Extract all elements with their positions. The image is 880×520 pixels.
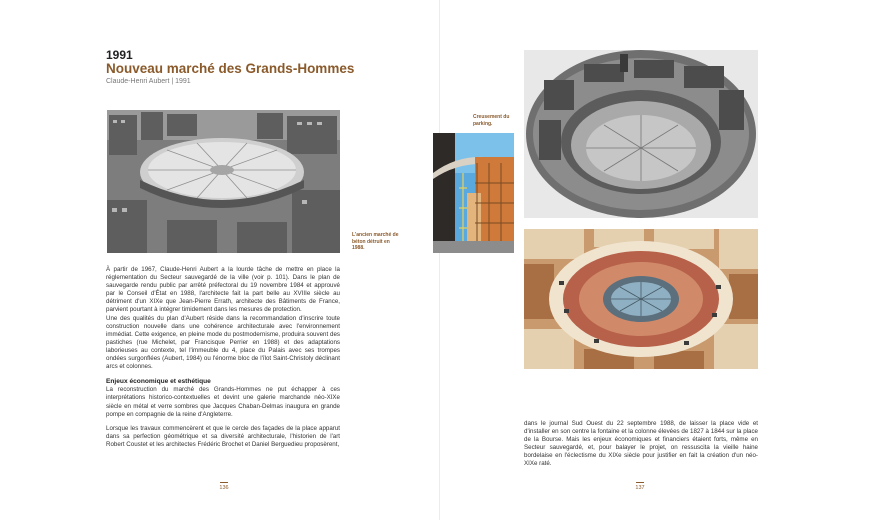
page-title: Nouveau marché des Grands-Hommes xyxy=(106,61,355,76)
parking-caption: Creusement du parking. xyxy=(473,114,510,127)
left-body-text xyxy=(106,266,340,449)
folio-left: 136 xyxy=(214,482,234,491)
old-market-caption: L'ancien marché de béton détruit en 1988. xyxy=(352,232,399,251)
old-market-photo xyxy=(107,110,340,253)
subheading: Enjeux économique et esthétique xyxy=(106,378,211,386)
new-market-aerial-photo xyxy=(524,229,758,369)
right-page xyxy=(440,0,880,520)
year-heading: 1991 xyxy=(106,48,133,62)
excavation-photo xyxy=(524,50,758,218)
paragraph: La reconstruction du marché des Grands-Hommes ne put échapper à ces interprétations historico-contextuelles et devint une galerie marchande néo-XIXe siècle en métal et verre sombres que Jacques Chaban-Delmas inaugura en grande pompe en compagnie de la reine d'Angleterre. xyxy=(106,386,340,418)
paragraph: À partir de 1967, Claude-Henri Aubert a la lourde tâche de mettre en place la réglementation du Secteur sauvegardé de la ville (voir p. 101). Dans le plan de sauvegarde rendu public par arrêté préfectoral du 19 novembre 1984 et approuvé par le Conseil d'État en 1988, l'architecte fait la part belle au XVIIIe siècle au détriment d'un XIXe que Jean-Pierre Errath, architecte des Bâtiments de France, parvient pourtant à intégrer timidement dans les mesures de protection. xyxy=(106,266,340,314)
byline: Claude-Henri Aubert | 1991 xyxy=(106,78,191,85)
paragraph: dans le journal Sud Ouest du 22 septembre 1988, de laisser la place vide et d'installer en son centre la fontaine et la colonne élevées de 1827 à 1844 sur la place de la Bourse. Mais les enjeux économiques et financiers étaient forts, même en Secteur sauvegardé, et, pour balayer le projet, on ressuscita la vieille haine bordelaise en l'éclectisme du XIXe siècle pour justifier en fait la création d'un néo-XIXe raté. xyxy=(524,420,758,468)
right-body-text xyxy=(524,420,758,469)
paragraph: Lorsque les travaux commencèrent et que le cercle des façades de la place apparut dans sa perfection géométrique et sa diversité architecturale, l'historien de l'art Robert Coustet et les architectes Frédéric Brochet et Daniel Berguedieu proposèrent, xyxy=(106,424,340,448)
construction-photo xyxy=(433,133,514,253)
paragraph: Une des qualités du plan d'Aubert réside dans la recommandation d'inscrire toute construction nouvelle dans une cohérence architecturale avec l'environnement immédiat. Cette exigence, en pleine mode du postmodernisme, produira souvent des pastiches (rue Michelet, par Francisque Perrier en 1988) et des adaptations laborieuses au contexte, tel l'immeuble du 4, place du Palais avec ses trompes ondées surgonflées (Aubert, 1984) ou l'énorme bloc de l'îlot Saint-Christoly déclinant arcs et colonnes. xyxy=(106,314,340,371)
folio-right: 137 xyxy=(630,482,650,491)
